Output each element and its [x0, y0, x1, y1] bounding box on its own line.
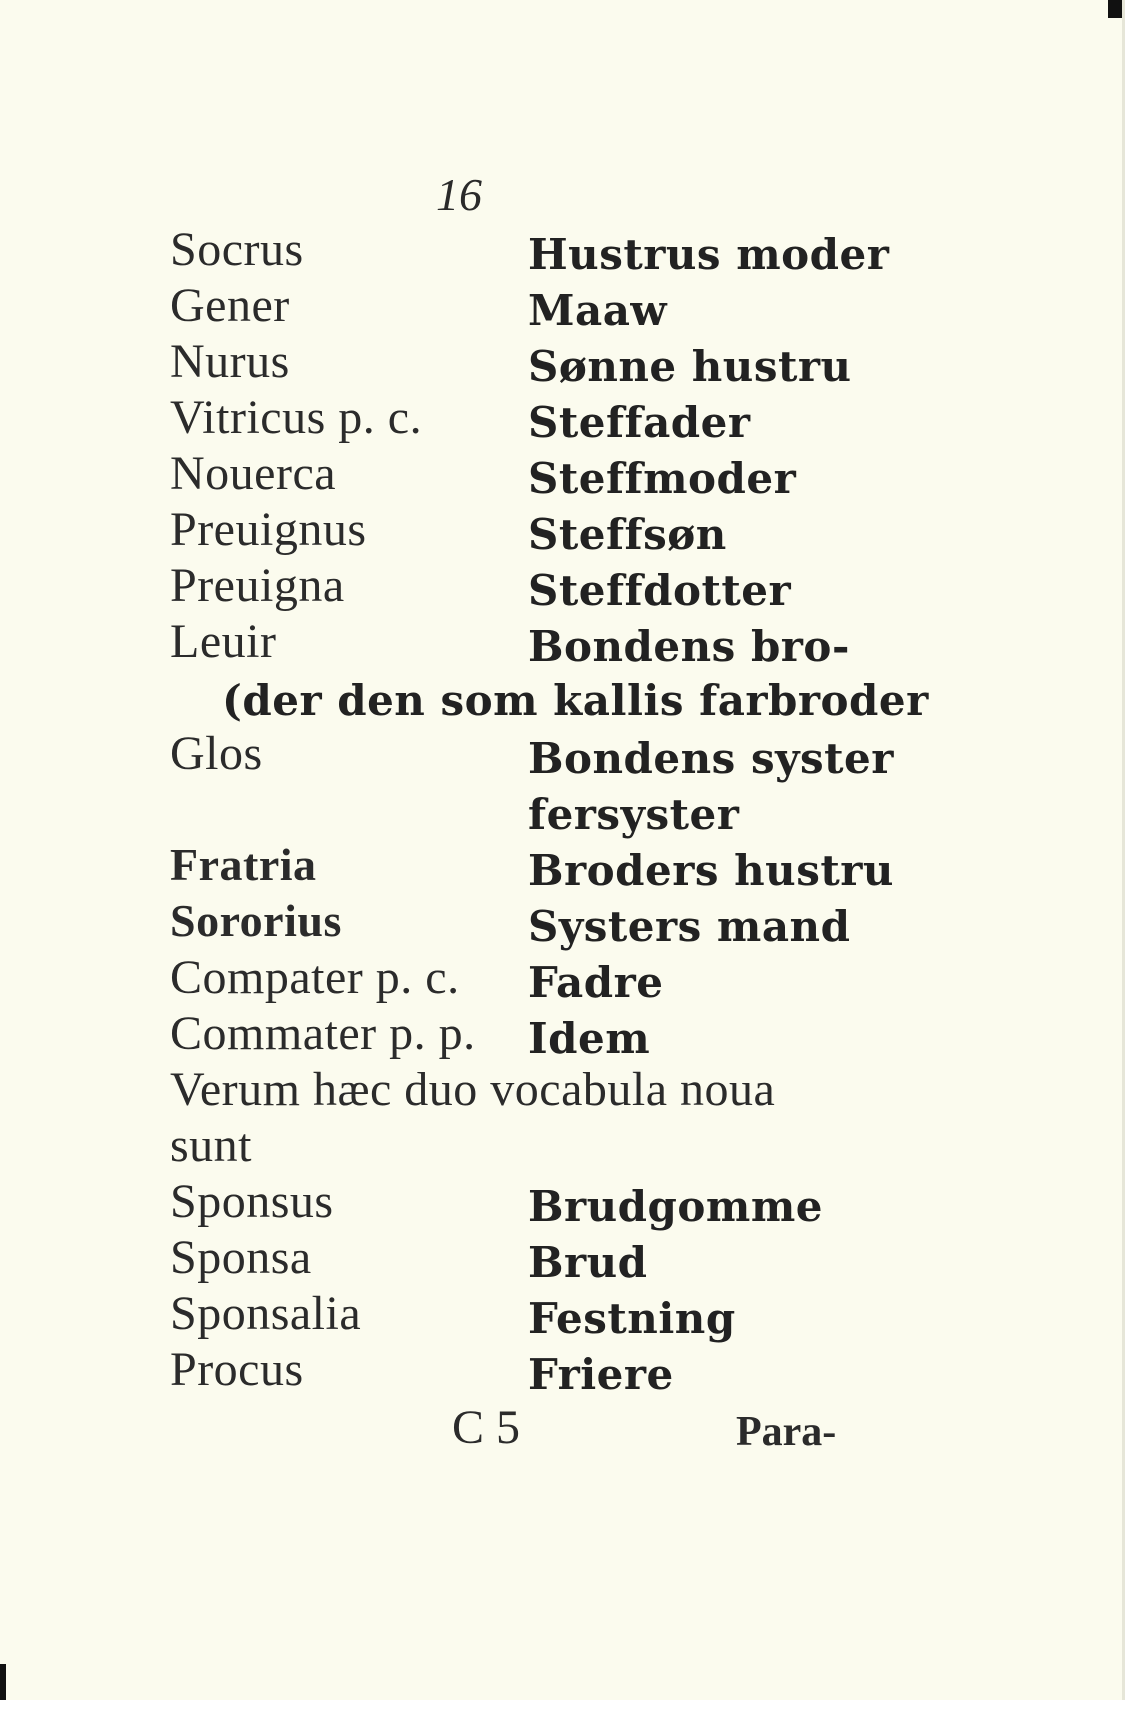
catchword: Para-	[736, 1409, 837, 1455]
danish-term: Brudgomme	[528, 1182, 824, 1231]
leuir-note: (der den som kallis farbroder	[222, 676, 929, 725]
verum-line: Verum hæc duo vocabula noua	[170, 1063, 776, 1116]
latin-term: Gener	[170, 279, 290, 332]
sunt-line: sunt	[170, 1119, 253, 1172]
danish-term: Hustrus moder	[528, 230, 890, 279]
latin-term: Sponsus	[170, 1175, 334, 1228]
danish-term: Steffsøn	[528, 510, 727, 559]
danish-term: Maaw	[528, 286, 668, 335]
scan-edge-mark	[1108, 0, 1122, 18]
danish-term: Steffdotter	[528, 566, 792, 615]
latin-term: Sororius	[170, 895, 342, 946]
latin-term: Preuignus	[170, 503, 367, 556]
danish-term: Steffmoder	[528, 454, 797, 503]
latin-term: Commater p. p.	[170, 1007, 476, 1060]
latin-term: Glos	[170, 727, 263, 780]
danish-term: Bondens bro-	[528, 622, 850, 671]
danish-term: Broders hustru	[528, 846, 894, 895]
latin-term: Nouerca	[170, 447, 337, 500]
danish-term: Friere	[528, 1350, 674, 1399]
danish-term: Sønne hustru	[528, 342, 852, 391]
danish-term: Systers mand	[528, 902, 851, 951]
latin-term: Leuir	[170, 615, 277, 668]
signature-mark: C 5	[452, 1401, 521, 1454]
page-number: 16	[436, 169, 482, 220]
latin-term: Socrus	[170, 223, 304, 276]
danish-term: Festning	[528, 1294, 736, 1343]
latin-term: Fratria	[170, 839, 317, 890]
latin-term: Procus	[170, 1343, 304, 1396]
latin-term: Compater p. c.	[170, 951, 460, 1004]
scan-edge-mark	[0, 1664, 6, 1700]
danish-term: fersyster	[528, 790, 740, 839]
danish-term: Idem	[528, 1014, 651, 1063]
danish-term: Fadre	[528, 958, 664, 1007]
danish-term: Steffader	[528, 398, 751, 447]
danish-term: Brud	[528, 1238, 648, 1287]
latin-term: Vitricus p. c.	[170, 391, 423, 444]
danish-term: Bondens syster	[528, 734, 894, 783]
latin-term: Sponsa	[170, 1231, 312, 1284]
latin-term: Sponsalia	[170, 1287, 362, 1340]
latin-term: Preuigna	[170, 559, 345, 612]
latin-term: Nurus	[170, 335, 290, 388]
